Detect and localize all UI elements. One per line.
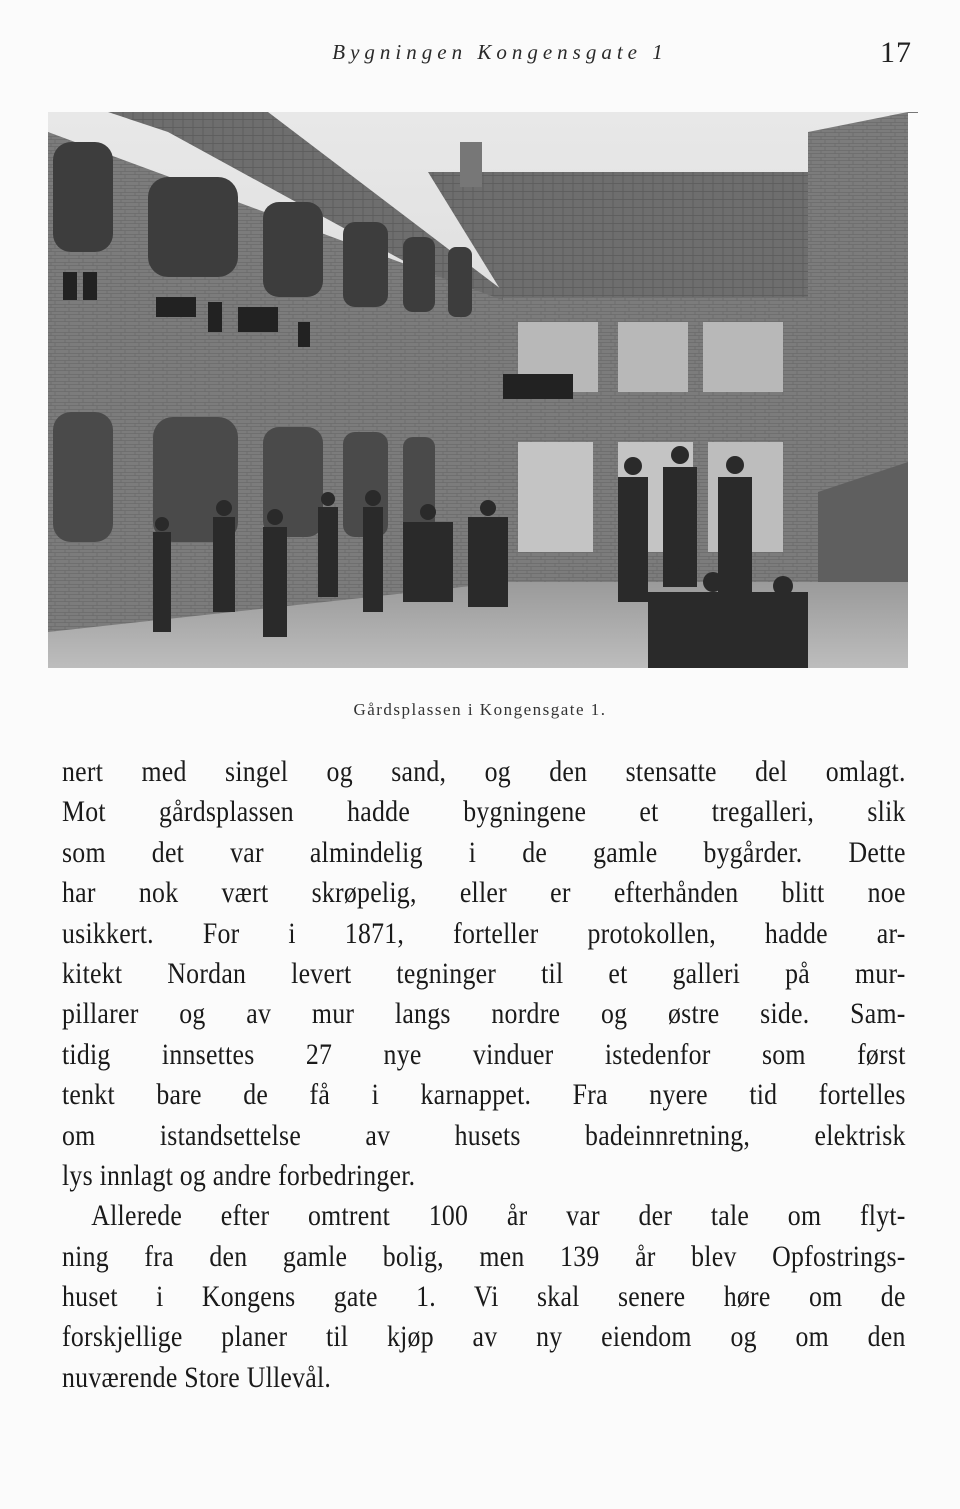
text-line: har nok vært skrøpelig, eller er efterhånden blitt noe: [62, 876, 906, 910]
text-line: nert med singel og sand, og den stensatte del omlagt.: [62, 755, 906, 788]
text-line-paragraph-end: nuværende Store Ullevål.: [62, 1360, 332, 1394]
text-line: forskjellige planer til kjøp av ny eiendom og om den: [62, 1320, 906, 1354]
text-line: Mot gårdsplassen hadde bygningene et tregalleri, slik: [62, 795, 906, 829]
text-line: om istandsettelse av husets badeinnretning, elektrisk: [62, 1118, 906, 1152]
text-line: tenkt bare de få i karnappet. Fra nyere tid fortelles: [62, 1078, 906, 1112]
photo-illustration: [48, 112, 908, 668]
courtyard-photograph: [48, 112, 908, 668]
text-line: som det var almindelig i de gamle bygårder. Dette: [62, 835, 906, 869]
text-line: pillarer og av mur langs nordre og østre side. Sam-: [62, 997, 906, 1031]
text-line-paragraph-start: Allerede efter omtrent 100 år var der tale om flyt-: [91, 1199, 906, 1233]
body-text: [62, 752, 906, 1398]
figure-caption: Gårdsplassen i Kongensgate 1.: [353, 700, 607, 719]
text-line: kitekt Nordan levert tegninger til et galleri på mur-: [62, 956, 906, 990]
text-line: ning fra den gamle bolig, men 139 år blev Opfostrings-: [62, 1239, 906, 1273]
page-number: 17: [880, 36, 912, 69]
running-title: Bygningen Kongensgate 1: [332, 40, 668, 64]
text-line-paragraph-end: lys innlagt og andre forbedringer.: [62, 1158, 416, 1192]
text-line: tidig innsettes 27 nye vinduer istedenfor som først: [62, 1037, 906, 1071]
text-line: usikkert. For i 1871, forteller protokollen, hadde ar-: [62, 916, 906, 950]
running-head: [0, 36, 960, 80]
text-line: huset i Kongens gate 1. Vi skal senere høre om de: [62, 1280, 906, 1314]
